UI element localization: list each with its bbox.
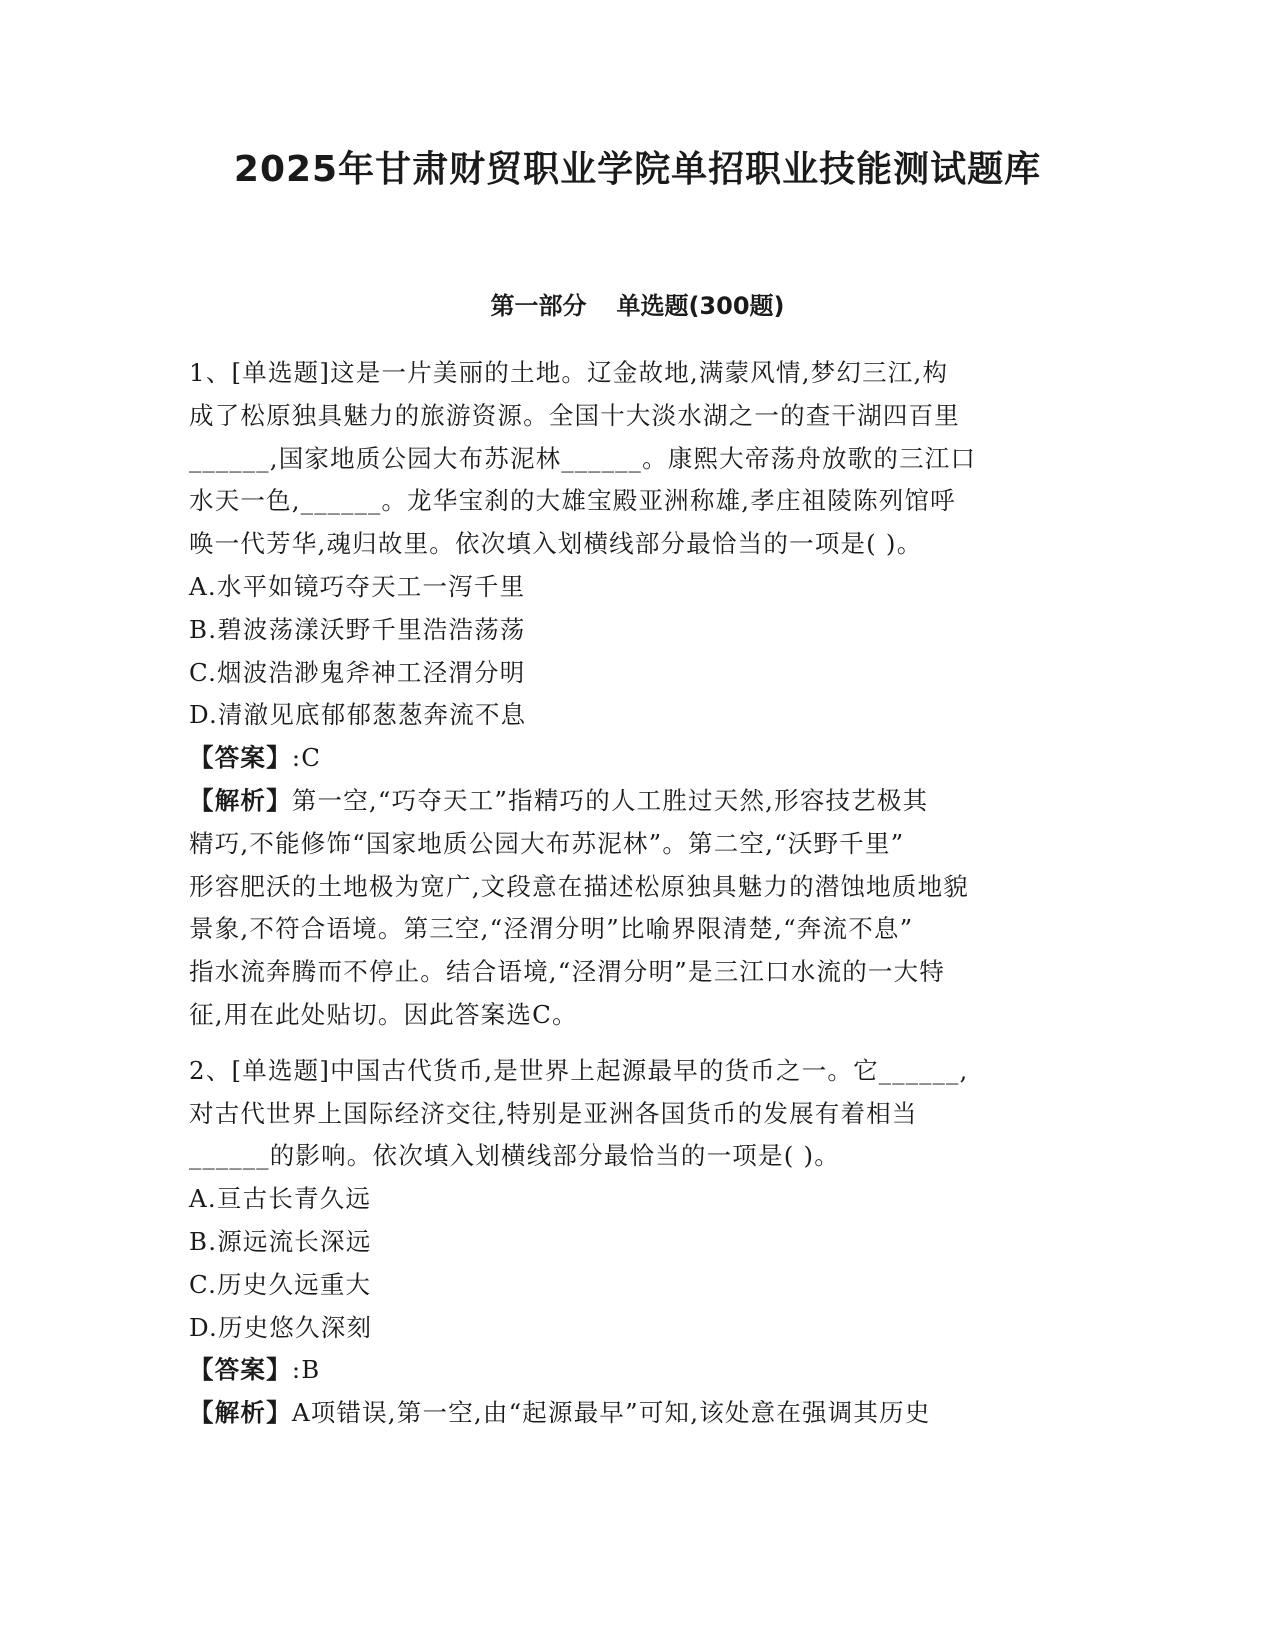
question-stem-line: 1、[单选题]这是一片美丽的土地。辽金故地,满蒙风情,梦幻三江,构 — [189, 358, 949, 387]
question-list — [189, 352, 1094, 1448]
section-name: 单选题(300题) — [616, 292, 785, 320]
analysis-text: A项错误,第一空,由“起源最早”可知,该处意在强调其历史 — [291, 1398, 931, 1428]
analysis-line: 景象,不符合语境。第三空,“泾渭分明”比喻界限清楚,“奔流不息” — [189, 914, 914, 944]
option-a: A.亘古长青久远 — [189, 1184, 372, 1214]
analysis-line: 精巧,不能修饰“国家地质公园大布苏泥林”。第二空,“沃野千里” — [189, 828, 905, 858]
answer-value: :C — [291, 743, 322, 773]
question-stem-line: 成了松原独具魅力的旅游资源。全国十大淡水湖之一的查干湖四百里 — [189, 400, 960, 430]
question-item — [189, 352, 1094, 1037]
option-c: C.烟波浩渺鬼斧神工泾渭分明 — [189, 657, 526, 687]
analysis-line: 指水流奔腾而不停止。结合语境,“泾渭分明”是三江口水流的一大特 — [189, 957, 946, 987]
answer-line — [189, 737, 1094, 780]
question-stem-line: 唤一代芳华,魂归故里。依次填入划横线部分最恰当的一项是( )。 — [189, 529, 923, 559]
question-stem-line: 水天一色,______。龙华宝刹的大雄宝殿亚洲称雄,孝庄祖陵陈列馆呼 — [189, 486, 956, 516]
option-c: C.历史久远重大 — [189, 1269, 372, 1299]
option-b: B.源远流长深远 — [189, 1226, 372, 1256]
section-heading — [0, 290, 1275, 322]
question-stem-line: 2、[单选题]中国古代货币,是世界上起源最早的货币之一。它______, — [189, 1055, 969, 1085]
question-stem-line: 对古代世界上国际经济交往,特别是亚洲各国货币的发展有着相当 — [189, 1098, 918, 1128]
analysis-label: 【解析】 — [189, 1398, 292, 1428]
option-d: D.历史悠久深刻 — [189, 1312, 373, 1342]
analysis-line — [189, 780, 1094, 823]
analysis-label: 【解析】 — [189, 785, 292, 815]
option-b: B.碧波荡漾沃野千里浩浩荡荡 — [189, 614, 526, 644]
answer-value: :B — [291, 1355, 321, 1385]
question-item — [189, 1050, 1094, 1435]
option-a: A.水平如镜巧夺天工一泻千里 — [189, 571, 526, 601]
analysis-line: 形容肥沃的土地极为宽广,文段意在描述松原独具魅力的潜蚀地质地貌 — [189, 871, 969, 901]
answer-line — [189, 1349, 1094, 1392]
analysis-line: 征,用在此处贴切。因此答案选C。 — [189, 999, 578, 1029]
analysis-text: 第一空,“巧夺天工”指精巧的人工胜过天然,形容技艺极其 — [291, 785, 929, 815]
question-stem-line: ______,国家地质公园大布苏泥林______。康熙大帝荡舟放歌的三江口 — [189, 443, 977, 473]
answer-label: 【答案】 — [189, 1355, 292, 1385]
section-label: 第一部分 — [490, 292, 587, 320]
analysis-line — [189, 1392, 1094, 1435]
option-d: D.清澈见底郁郁葱葱奔流不息 — [189, 700, 527, 730]
document-title: 2025年甘肃财贸职业学院单招职业技能测试题库 — [233, 149, 1042, 190]
question-stem-line: ______的影响。依次填入划横线部分最恰当的一项是( )。 — [189, 1141, 840, 1171]
answer-label: 【答案】 — [189, 743, 292, 773]
